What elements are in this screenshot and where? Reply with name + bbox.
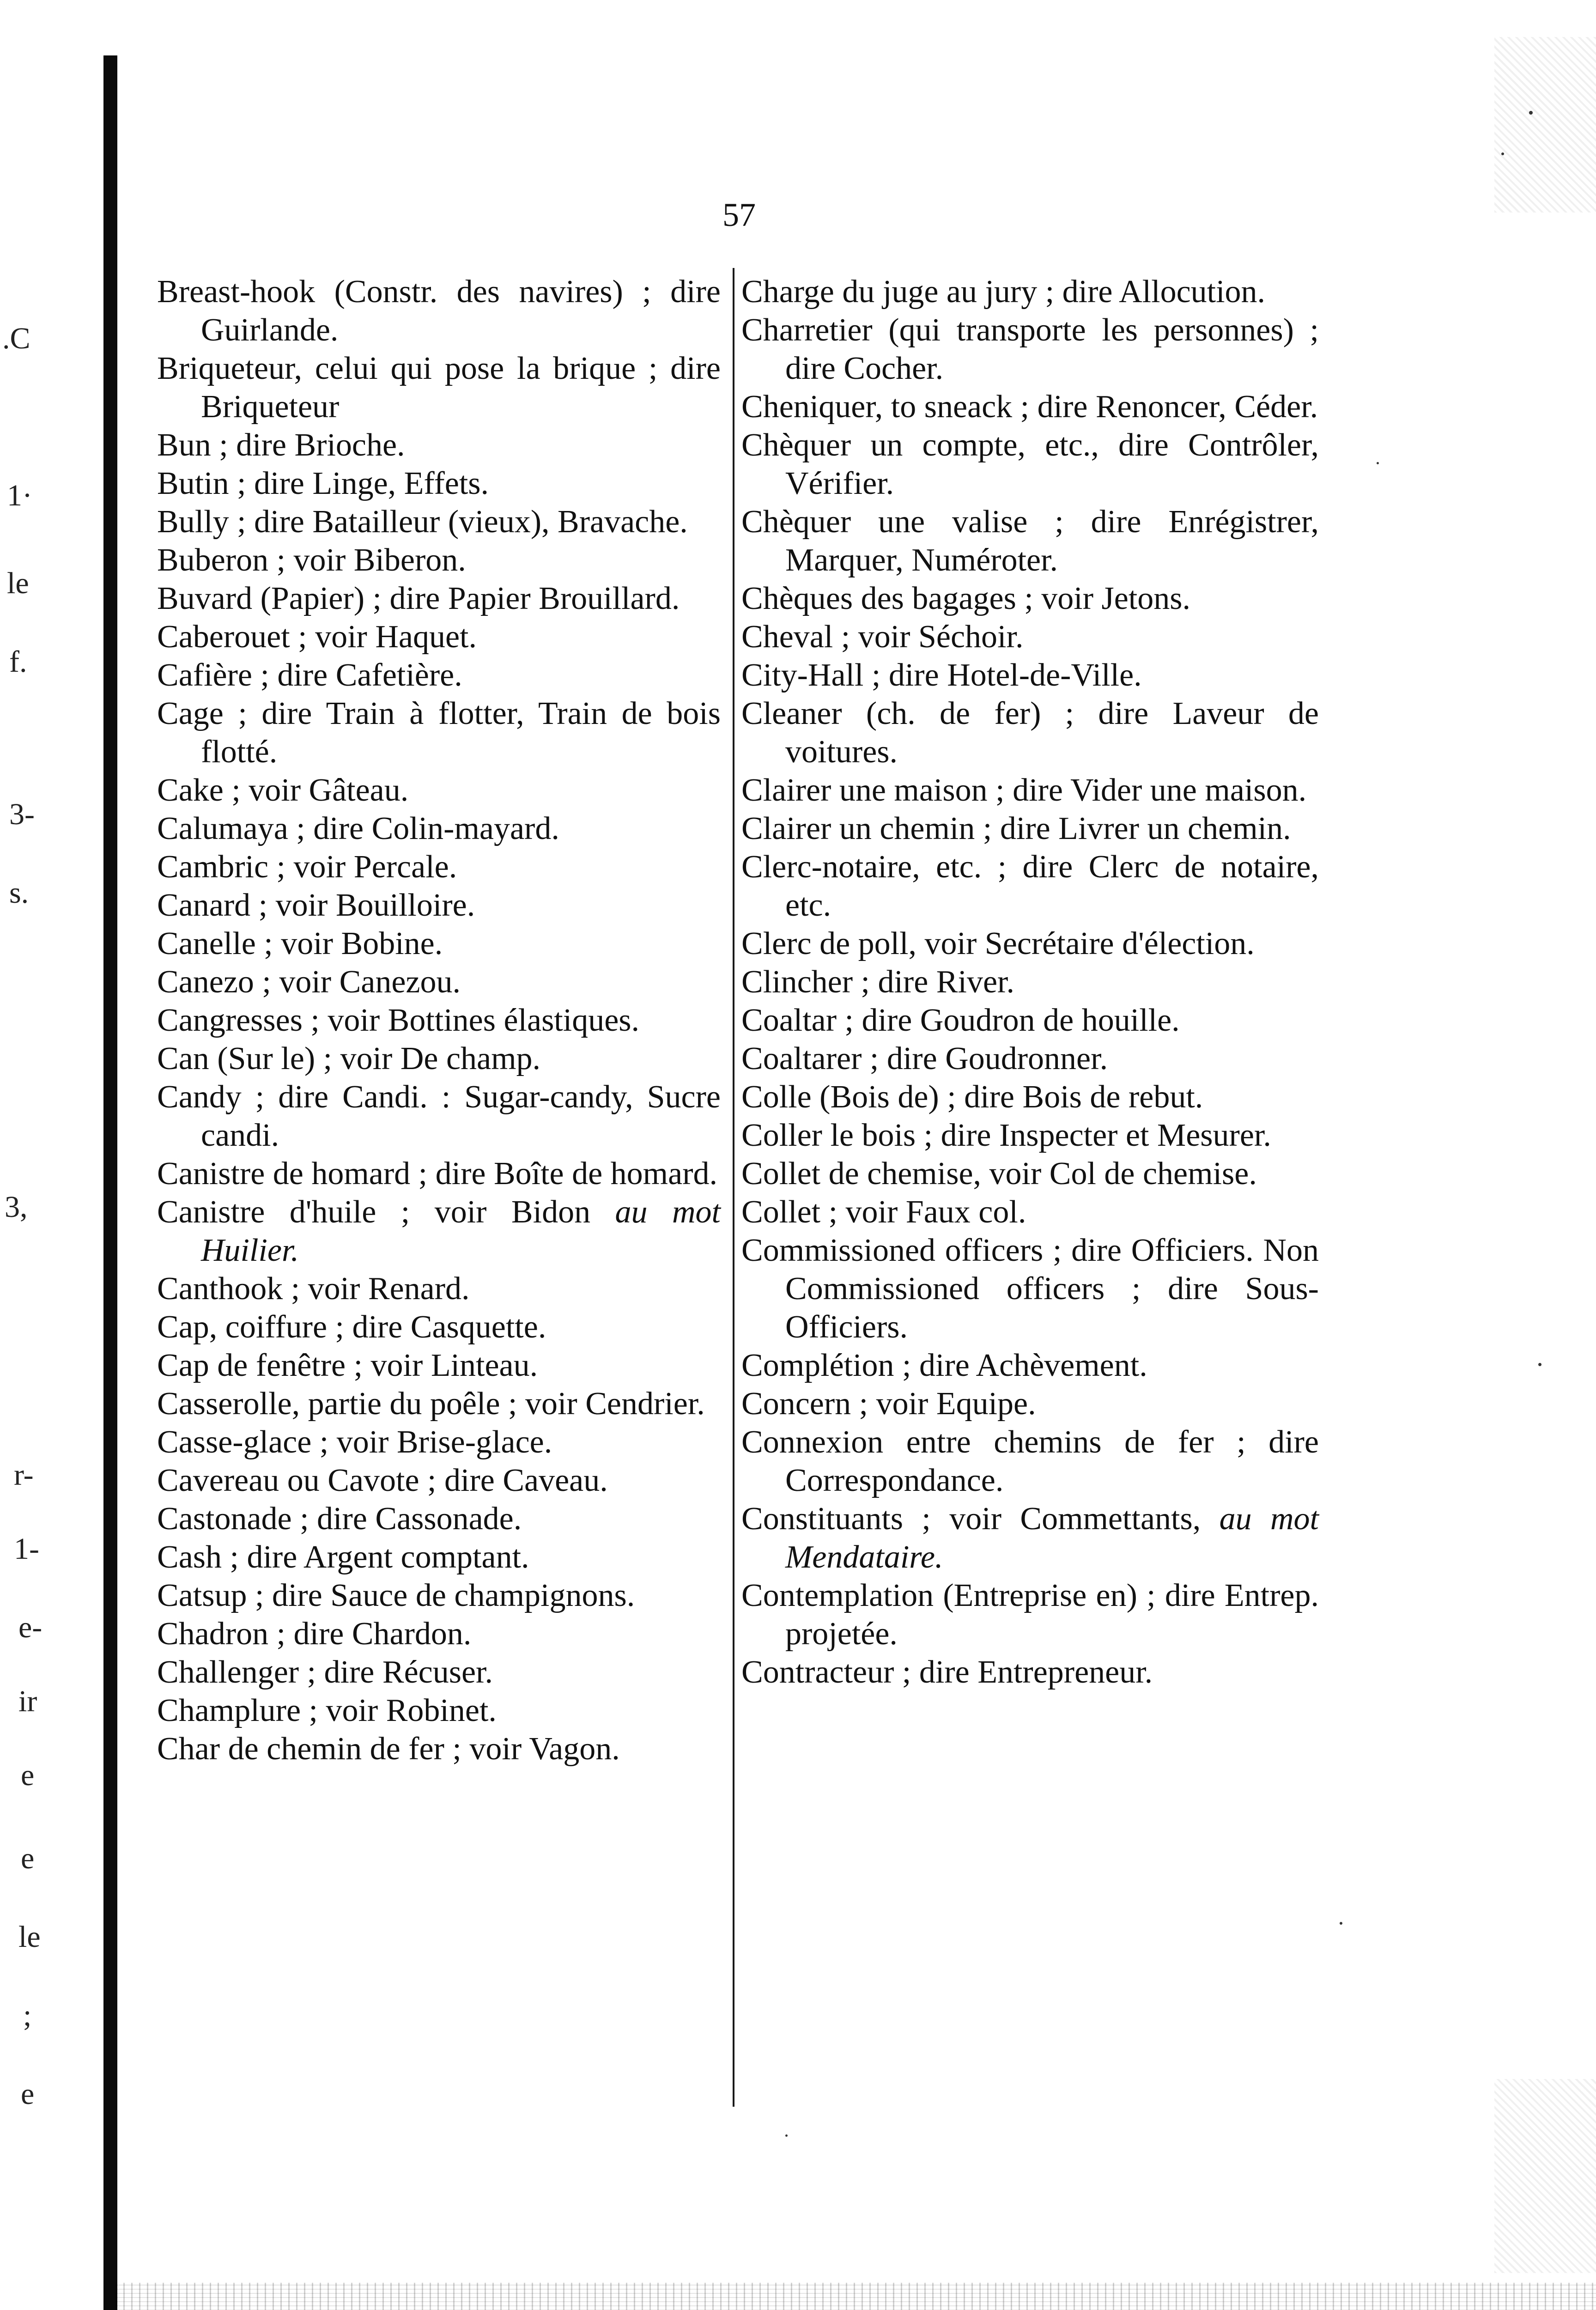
- dictionary-entry: Connexion entre chemins de fer ; dire Correspondance.: [741, 1424, 1319, 1498]
- dictionary-entry: Charge du juge au jury ; dire Allocution.: [741, 274, 1266, 310]
- dictionary-entry: Buberon ; voir Biberon.: [157, 542, 466, 578]
- dictionary-entry: Collet ; voir Faux col.: [741, 1194, 1026, 1230]
- dictionary-entry: Briqueteur, celui qui pose la brique ; dire Briqueteur: [157, 351, 721, 425]
- dictionary-entry: Contemplation (Entreprise en) ; dire Entrep. projetée.: [741, 1578, 1319, 1652]
- dictionary-entry: Casserolle, partie du poêle ; voir Cendrier.: [157, 1386, 705, 1422]
- margin-fragment: s.: [9, 876, 29, 910]
- dictionary-entry: Calumaya ; dire Colin-mayard.: [157, 811, 559, 846]
- dictionary-entry: Chèquer une valise ; dire Enrégistrer, Marquer, Numéroter.: [741, 504, 1319, 578]
- dictionary-entry: Cleaner (ch. de fer) ; dire Laveur de voitures.: [741, 696, 1319, 770]
- margin-fragment: ir: [18, 1684, 37, 1718]
- dictionary-entry: Canelle ; voir Bobine.: [157, 926, 443, 961]
- dictionary-entry: Breast-hook (Constr. des navires) ; dire Guirlande.: [157, 274, 721, 348]
- dictionary-entry: Canezo ; voir Canezou.: [157, 964, 461, 1000]
- scan-noise-bottom: [115, 2283, 1596, 2310]
- dictionary-entry: Catsup ; dire Sauce de champignons.: [157, 1578, 635, 1613]
- dictionary-entry: Collet de chemise, voir Col de chemise.: [741, 1156, 1257, 1191]
- dictionary-entry: Cheval ; voir Séchoir.: [741, 619, 1024, 655]
- margin-fragment: .C: [2, 322, 30, 355]
- margin-fragment: 1·: [7, 479, 32, 512]
- scan-noise-bottom-right: [1494, 2079, 1596, 2273]
- dictionary-entry: Charretier (qui transporte les personnes) ; dire Cocher.: [741, 312, 1319, 386]
- dictionary-entry: Chèquer un compte, etc., dire Contrôler, Vérifier.: [741, 427, 1319, 501]
- dictionary-entry: Complétion ; dire Achèvement.: [741, 1348, 1147, 1383]
- binding-shadow: [103, 55, 117, 2310]
- dictionary-entry: Can (Sur le) ; voir De champ.: [157, 1041, 541, 1076]
- entry-text: Canistre d'huile ; voir Bidon: [157, 1194, 615, 1230]
- scan-speck: [1377, 462, 1379, 464]
- margin-fragment: e: [21, 2077, 35, 2111]
- margin-fragment: e-: [18, 1611, 42, 1644]
- dictionary-entry: Chadron ; dire Chardon.: [157, 1616, 472, 1652]
- right-column: [741, 273, 1319, 1691]
- dictionary-entry: Cafière ; dire Cafetière.: [157, 657, 462, 693]
- margin-fragment: le: [18, 1920, 41, 1954]
- dictionary-entry: [741, 1500, 1319, 1576]
- page-number: 57: [722, 196, 756, 233]
- dictionary-entry: Bun ; dire Brioche.: [157, 427, 405, 463]
- dictionary-entry: Buvard (Papier) ; dire Papier Brouillard.: [157, 581, 680, 616]
- margin-fragment: le: [7, 566, 29, 600]
- dictionary-entry: Commissioned officers ; dire Officiers. Non Commissioned officers ; dire Sous-Officiers.: [741, 1233, 1319, 1345]
- entry-italic-reference: au mot Mendataire.: [785, 1501, 1319, 1575]
- dictionary-entry: City-Hall ; dire Hotel-de-Ville.: [741, 657, 1142, 693]
- dictionary-entry: Cheniquer, to sneack ; dire Renoncer, Céder.: [741, 389, 1318, 425]
- dictionary-entry: Cash ; dire Argent comptant.: [157, 1539, 529, 1575]
- dictionary-entry: Cangresses ; voir Bottines élastiques.: [157, 1003, 640, 1038]
- entry-italic-reference: au mot Huilier.: [201, 1194, 721, 1268]
- dictionary-entry: Canthook ; voir Renard.: [157, 1271, 470, 1307]
- dictionary-entry: Casse-glace ; voir Brise-glace.: [157, 1424, 552, 1460]
- scan-speck: [1501, 152, 1504, 155]
- dictionary-entry: Coaltar ; dire Goudron de houille.: [741, 1003, 1180, 1038]
- margin-fragment: 3,: [5, 1190, 28, 1224]
- dictionary-entry: Cap de fenêtre ; voir Linteau.: [157, 1348, 538, 1383]
- dictionary-entry: Cap, coiffure ; dire Casquette.: [157, 1309, 546, 1345]
- scan-noise-top-right: [1494, 37, 1596, 213]
- scan-speck: [1529, 111, 1533, 115]
- dictionary-entry: Cage ; dire Train à flotter, Train de bois flotté.: [157, 696, 721, 770]
- dictionary-entry: Cambric ; voir Percale.: [157, 849, 457, 885]
- dictionary-entry: Challenger ; dire Récuser.: [157, 1654, 493, 1690]
- dictionary-entry: Canard ; voir Bouilloire.: [157, 888, 475, 923]
- dictionary-entry: [157, 1193, 721, 1270]
- dictionary-entry: Contracteur ; dire Entrepreneur.: [741, 1654, 1153, 1690]
- margin-fragment: ;: [23, 1999, 32, 2032]
- dictionary-entry: Chèques des bagages ; voir Jetons.: [741, 581, 1191, 616]
- column-divider: [733, 268, 734, 2107]
- dictionary-entry: Char de chemin de fer ; voir Vagon.: [157, 1731, 620, 1767]
- scan-speck: [785, 2134, 788, 2137]
- dictionary-entry: Coaltarer ; dire Goudronner.: [741, 1041, 1108, 1076]
- scan-speck: [1538, 1363, 1541, 1366]
- dictionary-entry: Castonade ; dire Cassonade.: [157, 1501, 522, 1537]
- dictionary-entry: Canistre de homard ; dire Boîte de homard.: [157, 1156, 718, 1191]
- left-column: [157, 273, 721, 1768]
- dictionary-entry: Coller le bois ; dire Inspecter et Mesurer.: [741, 1118, 1271, 1153]
- scan-speck: [1340, 1922, 1342, 1925]
- dictionary-entry: Clincher ; dire River.: [741, 964, 1014, 1000]
- dictionary-entry: Cavereau ou Cavote ; dire Caveau.: [157, 1463, 608, 1498]
- dictionary-entry: Clairer un chemin ; dire Livrer un chemin.: [741, 811, 1291, 846]
- dictionary-entry: Clerc de poll, voir Secrétaire d'élection.: [741, 926, 1255, 961]
- entry-text: Constituants ; voir Commettants,: [741, 1501, 1220, 1537]
- dictionary-entry: Concern ; voir Equipe.: [741, 1386, 1036, 1422]
- dictionary-entry: Colle (Bois de) ; dire Bois de rebut.: [741, 1079, 1203, 1115]
- dictionary-entry: Champlure ; voir Robinet.: [157, 1693, 497, 1728]
- dictionary-entry: Cake ; voir Gâteau.: [157, 772, 409, 808]
- dictionary-entry: Clerc-notaire, etc. ; dire Clerc de notaire, etc.: [741, 849, 1319, 923]
- margin-fragment: e: [21, 1758, 35, 1792]
- dictionary-entry: Clairer une maison ; dire Vider une maison.: [741, 772, 1307, 808]
- margin-fragment: e: [21, 1842, 35, 1875]
- dictionary-entry: Candy ; dire Candi. : Sugar-candy, Sucre candi.: [157, 1079, 721, 1153]
- margin-fragment: 3-: [9, 797, 35, 831]
- dictionary-entry: Butin ; dire Linge, Effets.: [157, 466, 489, 501]
- dictionary-entry: Bully ; dire Batailleur (vieux), Bravache.: [157, 504, 688, 540]
- margin-fragment: f.: [9, 645, 27, 679]
- margin-fragment: r-: [14, 1458, 34, 1492]
- margin-fragment: 1-: [14, 1532, 39, 1566]
- dictionary-entry: Caberouet ; voir Haquet.: [157, 619, 477, 655]
